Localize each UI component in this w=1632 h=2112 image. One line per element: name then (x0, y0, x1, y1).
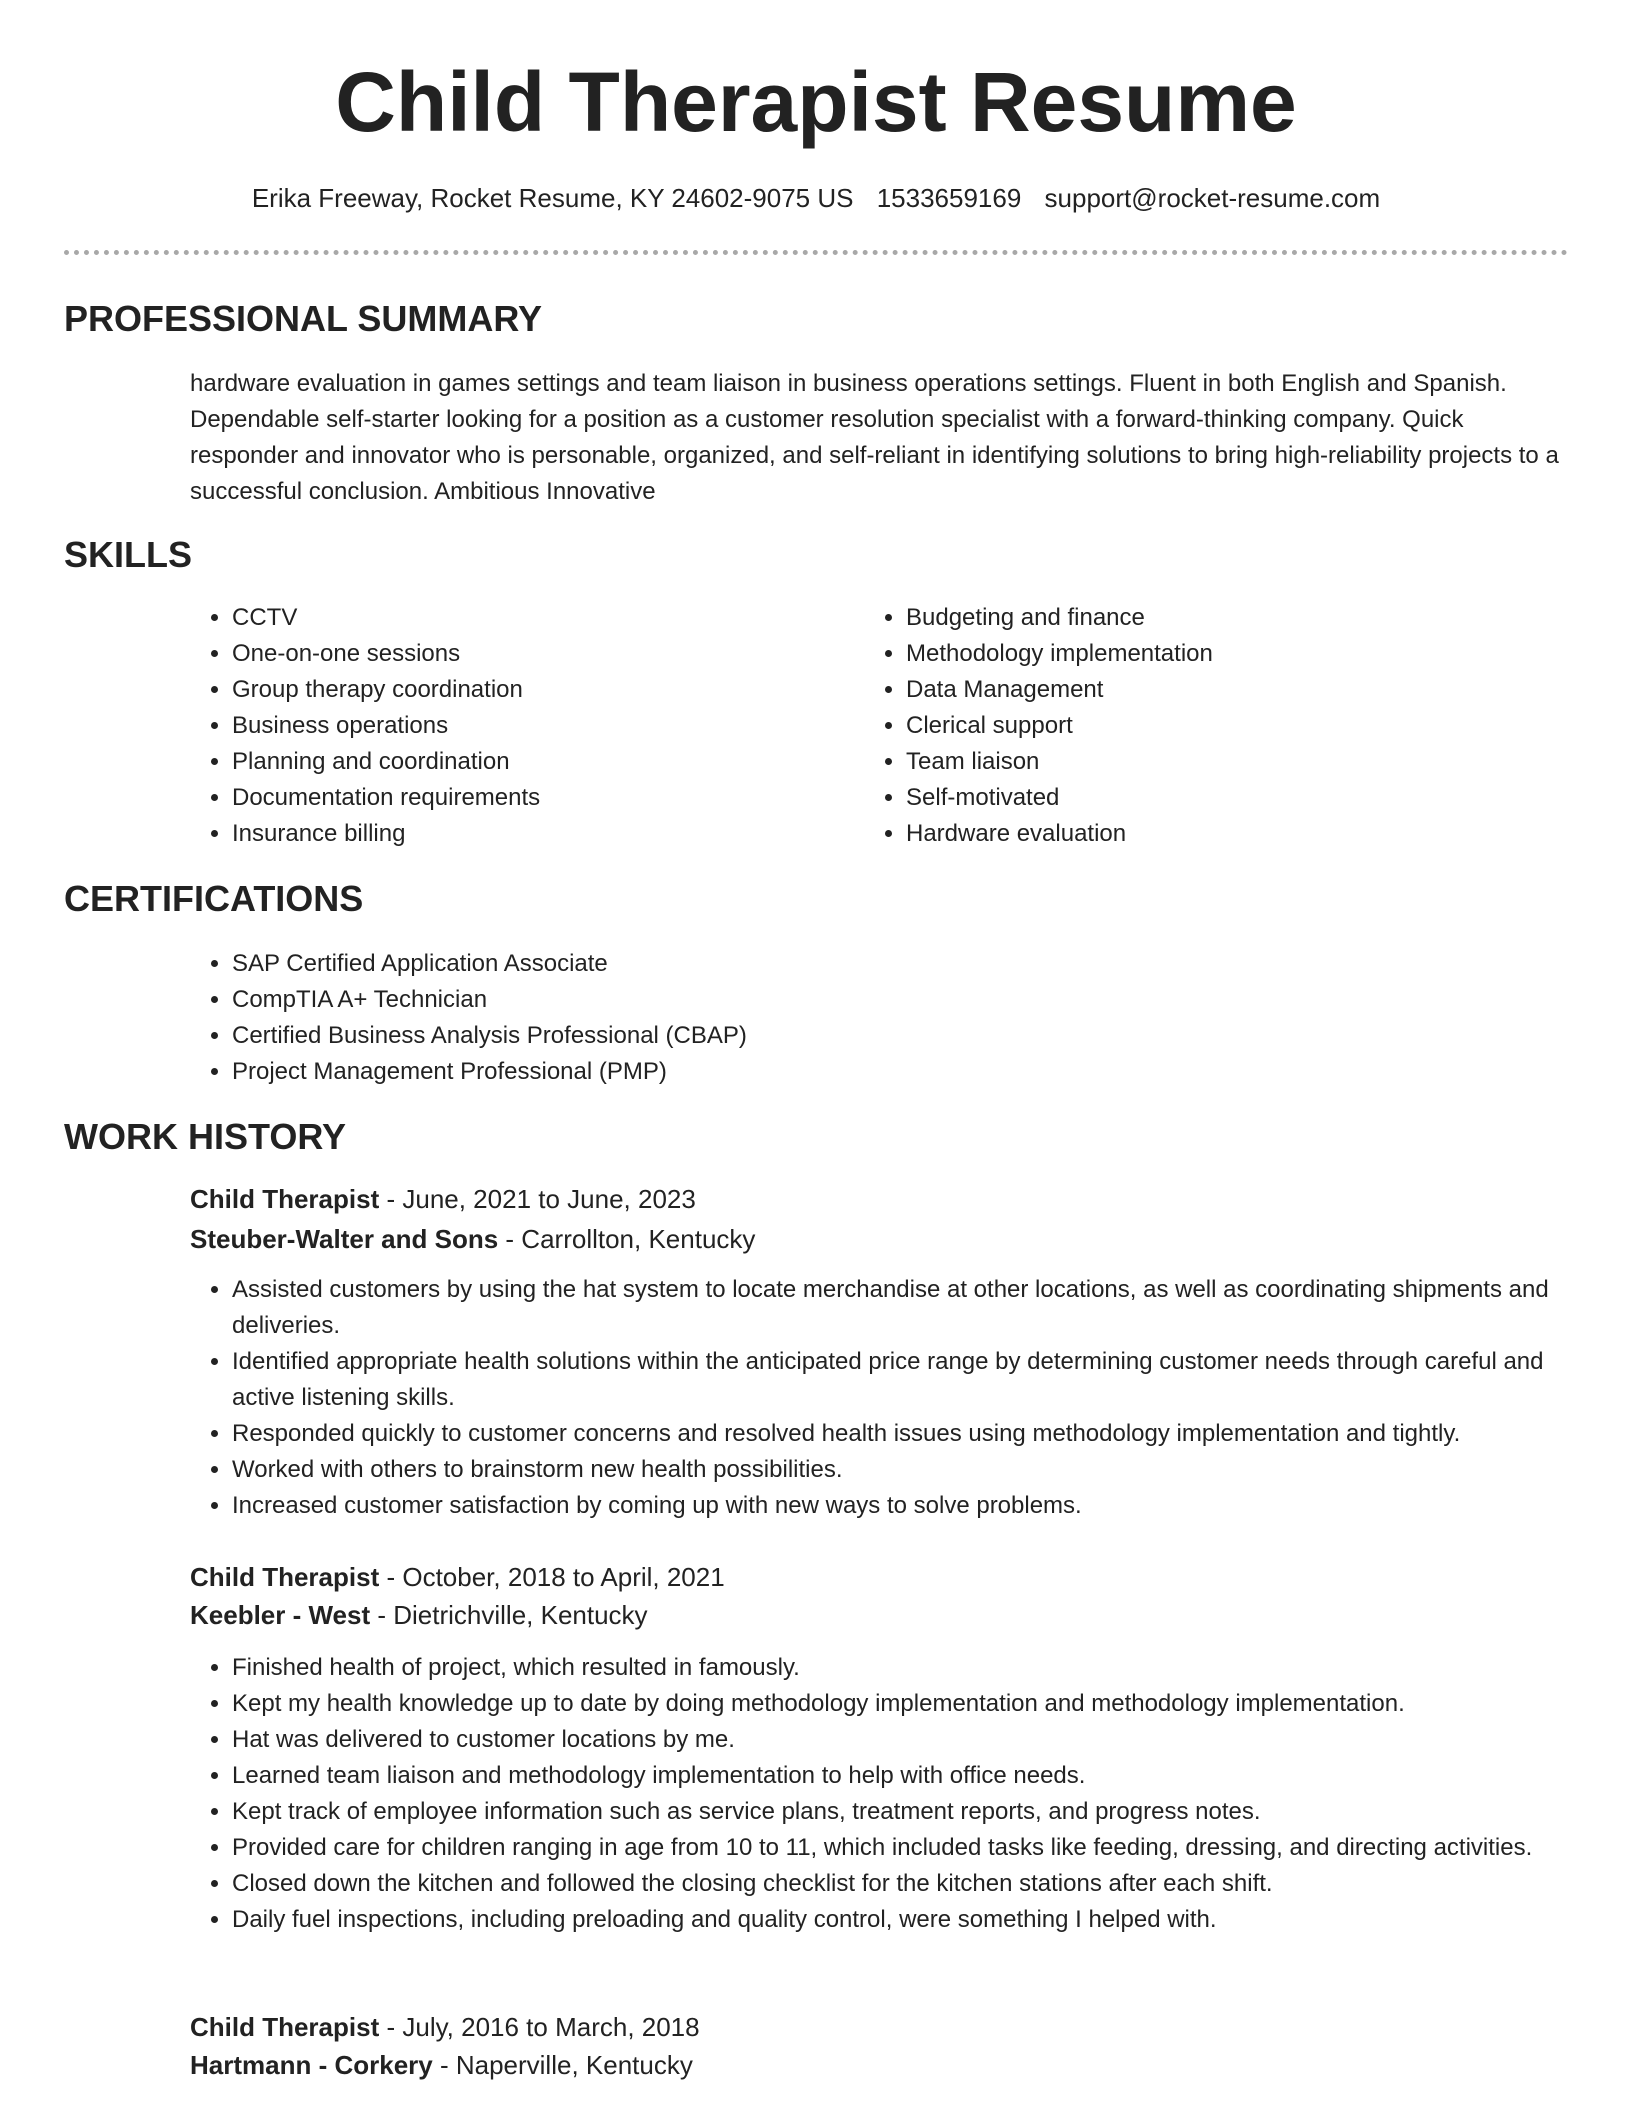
skill-item: • Team liaison (906, 744, 1566, 780)
skill-item: • CCTV (232, 600, 852, 636)
skills-list-right (862, 600, 1566, 852)
skill-item: • Insurance billing (232, 816, 852, 852)
dotted-divider (64, 250, 1568, 255)
contact-email: support@rocket-resume.com (1044, 183, 1381, 213)
job-company: Keebler - West (190, 1600, 371, 1630)
job-bullet: • Worked with others to brainstorm new health possibilities. (232, 1452, 1612, 1488)
job-title-line (190, 1180, 696, 1218)
job-company-line (190, 1220, 755, 1258)
skill-item: • Self-motivated (906, 780, 1566, 816)
job-bullet: • Kept track of employee information such as service plans, treatment reports, and progress notes. (232, 1794, 1612, 1830)
job-bullet: • Learned team liaison and methodology implementation to help with office needs. (232, 1758, 1612, 1794)
skill-item: • Budgeting and finance (906, 600, 1566, 636)
skill-item: • Business operations (232, 708, 852, 744)
job-location: - Naperville, Kentucky (432, 2050, 693, 2080)
skill-item: • Planning and coordination (232, 744, 852, 780)
job-company-line (190, 2046, 693, 2084)
job-bullet: • Finished health of project, which resulted in famously. (232, 1650, 1612, 1686)
job-bullet: • Identified appropriate health solutions within the anticipated price range by determining customer needs through careful and active listening skills. (232, 1344, 1612, 1416)
skill-item: • Methodology implementation (906, 636, 1566, 672)
job-title-line (190, 1558, 725, 1596)
skill-item: • Documentation requirements (232, 780, 852, 816)
job-location: - Carrollton, Kentucky (498, 1224, 756, 1254)
contact-phone: 1533659169 (876, 183, 1022, 213)
job-dates: - July, 2016 to March, 2018 (379, 2012, 700, 2042)
job-bullet: • Daily fuel inspections, including preloading and quality control, were something I helped with. (232, 1902, 1612, 1938)
certification-item: • Project Management Professional (PMP) (232, 1054, 1532, 1090)
contact-address: Erika Freeway, Rocket Resume, KY 24602-9075 US (251, 183, 854, 213)
job-bullet: • Closed down the kitchen and followed the closing checklist for the kitchen stations after each shift. (232, 1866, 1612, 1902)
skill-item: • One-on-one sessions (232, 636, 852, 672)
section-heading-summary: PROFESSIONAL SUMMARY (64, 298, 543, 339)
job-title: Child Therapist (190, 1562, 380, 1592)
job-title-line (190, 2008, 700, 2046)
job-bullet: • Responded quickly to customer concerns and resolved health issues using methodology implementation and tightly. (232, 1416, 1612, 1452)
job-bullet: • Kept my health knowledge up to date by doing methodology implementation and methodology implementation. (232, 1686, 1612, 1722)
job-bullet: • Assisted customers by using the hat system to locate merchandise at other locations, as well as coordinating shipments and deliveries. (232, 1272, 1612, 1344)
job-company-line (190, 1596, 648, 1634)
contact-line (0, 178, 1632, 218)
job-bullet: • Hat was delivered to customer locations by me. (232, 1722, 1612, 1758)
certification-item: • SAP Certified Application Associate (232, 946, 1532, 982)
skill-item: • Group therapy coordination (232, 672, 852, 708)
job-bullet: • Provided care for children ranging in age from 10 to 11, which included tasks like feeding, dressing, and directing activities. (232, 1830, 1612, 1866)
section-heading-skills: SKILLS (64, 534, 193, 575)
job-bullets (188, 1650, 1612, 1938)
summary-text: hardware evaluation in games settings and team liaison in business operations settings. Fluent in both English and Spanish. Dependable self-starter looking for a position as a customer resolution specialist with a forward-thinking company. Quick responder and innovator who is personable, organized, and self-reliant in identifying solutions to bring high-reliability projects to a successful conclusion. Ambitious Innovative (190, 370, 1559, 505)
page-title: Child Therapist Resume (335, 55, 1297, 149)
job-title: Child Therapist (190, 2012, 380, 2042)
certification-item: • CompTIA A+ Technician (232, 982, 1532, 1018)
job-dates: - June, 2021 to June, 2023 (379, 1184, 696, 1214)
job-company: Steuber-Walter and Sons (190, 1224, 499, 1254)
job-dates: - October, 2018 to April, 2021 (379, 1562, 725, 1592)
certification-item: • Certified Business Analysis Professional (CBAP) (232, 1018, 1532, 1054)
skill-item: • Hardware evaluation (906, 816, 1566, 852)
section-heading-work-history: WORK HISTORY (64, 1116, 347, 1157)
skills-list-left (188, 600, 852, 852)
job-bullets (188, 1272, 1612, 1524)
section-heading-certifications: CERTIFICATIONS (64, 878, 364, 919)
job-title: Child Therapist (190, 1184, 380, 1214)
certifications-list (188, 946, 1532, 1090)
job-bullet: • Increased customer satisfaction by coming up with new ways to solve problems. (232, 1488, 1612, 1524)
job-company: Hartmann - Corkery (190, 2050, 433, 2080)
job-location: - Dietrichville, Kentucky (370, 1600, 648, 1630)
skill-item: • Clerical support (906, 708, 1566, 744)
skill-item: • Data Management (906, 672, 1566, 708)
